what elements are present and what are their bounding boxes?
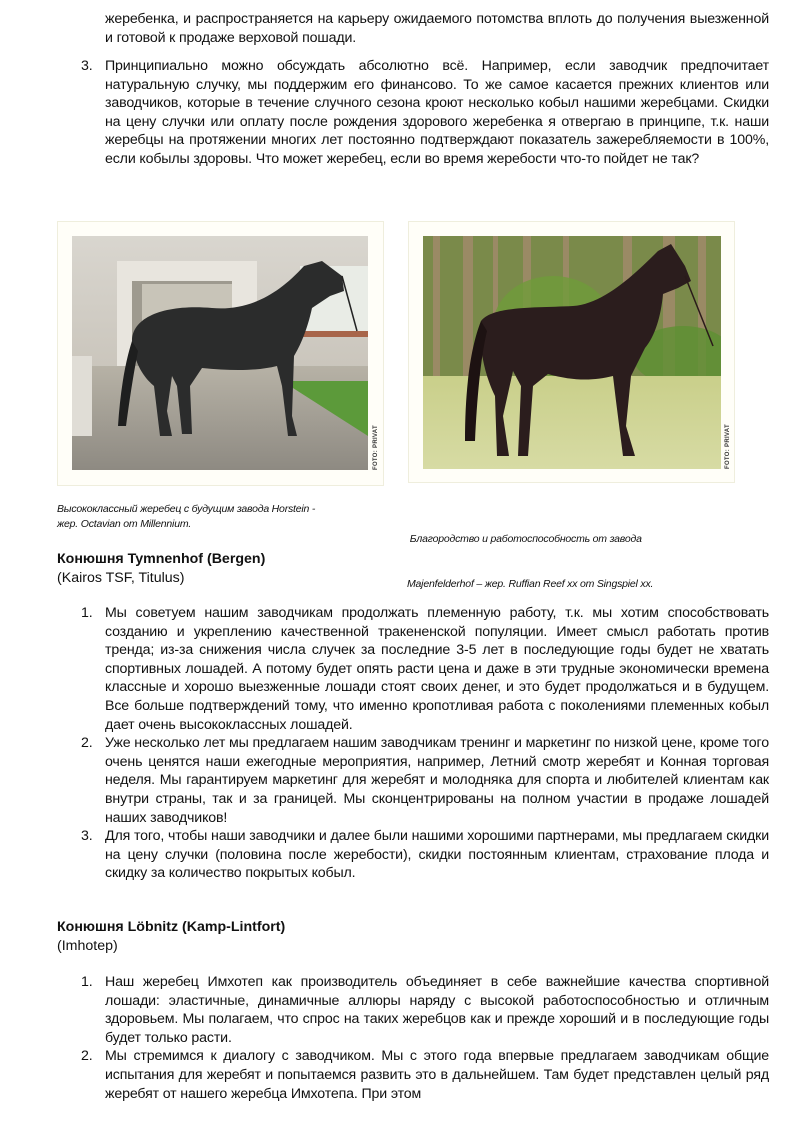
- list-text: Мы советуем нашим заводчикам продолжать племенную работу, т.к. мы хотим способствовать созданию и укреплению качественной тракененской популяции. Имеет смысл работать против тренда; из-за снижения числа случек за последние 3-5 лет в последующие годы будет не хватать спортивных лошадей. А потому будет опять расти цена и даже в эти трудные экономически времена классные и хорошо выезженные лошади стоят своих денег, и это будет продолжаться и в будущем. Все больше подтверждений тому, что именно кропотливая работа с поколениями племенных кобыл дает очень высококлассных лошадей.: [105, 605, 769, 733]
- horse-image-2: [423, 236, 721, 469]
- intro-list: [81, 57, 769, 169]
- horse-photo-1: [72, 236, 368, 470]
- list-number: 3.: [81, 58, 93, 74]
- list-number: 2.: [81, 735, 93, 752]
- section-heading-loebnitz: Конюшня Löbnitz (Kamp-Lintfort): [57, 919, 286, 935]
- intro-continuation: жеребенка, и распространяется на карьеру ожидаемого потомства вплоть до получения выезженной и готовой к продаже верховой пошади.: [105, 11, 769, 46]
- list-item: [81, 604, 769, 734]
- section-subheading-loebnitz: (Imhotep): [57, 938, 118, 954]
- list-text: Уже несколько лет мы предлагаем нашим заводчикам тренинг и маркетинг по низкой цене, кроме того очень ценятся наши ежегодные мероприятия, например, Летний смотр жеребят и Конная торговая неделя. Мы гарантируем маркетинг для жеребят и молодняка для спорта и любителей клиентам как внутри страны, так и за границей. Мы сконцентрированы на полном участии в продаже лошадей наших заводчиков!: [105, 735, 769, 826]
- list-item: [81, 1047, 769, 1103]
- caption-line: Высококлассный жеребец с будущим завода Horstein -: [57, 503, 316, 515]
- list-number: 2.: [81, 1048, 93, 1065]
- caption-line: Majenfelderhof – жер. Ruffian Reef xx от Singspiel xx.: [407, 578, 654, 590]
- list-item: [81, 734, 769, 827]
- loebnitz-list: [81, 973, 769, 1103]
- horse-photo-2: [423, 236, 721, 469]
- list-text: Мы стремимся к диалогу с заводчиком. Мы с этого года впервые предлагаем заводчикам общие испытания для жеребят и попытаемся развить это в дальнейшем. Там будет представлен целый ряд жеребят от нашего жеребца Имхотепа. При этом: [105, 1048, 769, 1102]
- photo-frame-2: [408, 221, 735, 483]
- photo-frame-1: [57, 221, 384, 486]
- section-subheading-tymnenhof: (Kairos TSF, Titulus): [57, 570, 185, 586]
- list-number: 3.: [81, 828, 93, 845]
- list-item: [81, 973, 769, 1047]
- photo-caption-1: [57, 502, 397, 532]
- list-text: Принципиально можно обсуждать абсолютно всё. Например, если заводчик предпочитает натуральную случку, мы поддержим его финансово. То же самое касается прежних клиентов или заводчиков, которые в течение случного сезона кроют несколько кобыл нашими жеребцами. Скидки на цену случки или оплату после рождения здорового жеребенка я отвергаю в принципе, т.к. наши жеребцы на протяжении многих лет постоянно подтверждают показатель зажеребляемости в 100%, если кобылы здоровы. Что может жеребец, если во время жеребости что-то пойдет не так?: [105, 58, 769, 167]
- photo-credit-1: FOTO: PRIVAT: [373, 425, 379, 470]
- horse-image-1: [72, 236, 368, 470]
- caption-line: жер. Octavian от Millennium.: [57, 518, 192, 530]
- list-item: [81, 57, 769, 169]
- photo-credit-2: FOTO: PRIVAT: [725, 424, 731, 469]
- list-number: 1.: [81, 605, 93, 621]
- list-text: Наш жеребец Имхотеп как производитель объединяет в себе важнейшие качества спортивной лошади: эластичные, динамичные аллюры наряду с высокой работоспособностью и отличным здоровьем. Мы полагаем, что спрос на таких жеребцов как и прежде хороший и в последующие годы будет только расти.: [105, 974, 769, 1046]
- list-text: Для того, чтобы наши заводчики и далее были нашими хорошими партнерами, мы предлагаем скидки на цену случки (половина после жеребости), скидки постоянным клиентам, страхование плода и скидку за количество покрытых кобыл.: [105, 828, 769, 882]
- list-item: [81, 827, 769, 883]
- section-heading-tymnenhof: Конюшня Tymnenhof (Bergen): [57, 551, 266, 567]
- list-number: 1.: [81, 974, 93, 990]
- caption-line: Благородство и работоспособность от завода: [407, 533, 642, 545]
- tymnenhof-list: [81, 604, 769, 883]
